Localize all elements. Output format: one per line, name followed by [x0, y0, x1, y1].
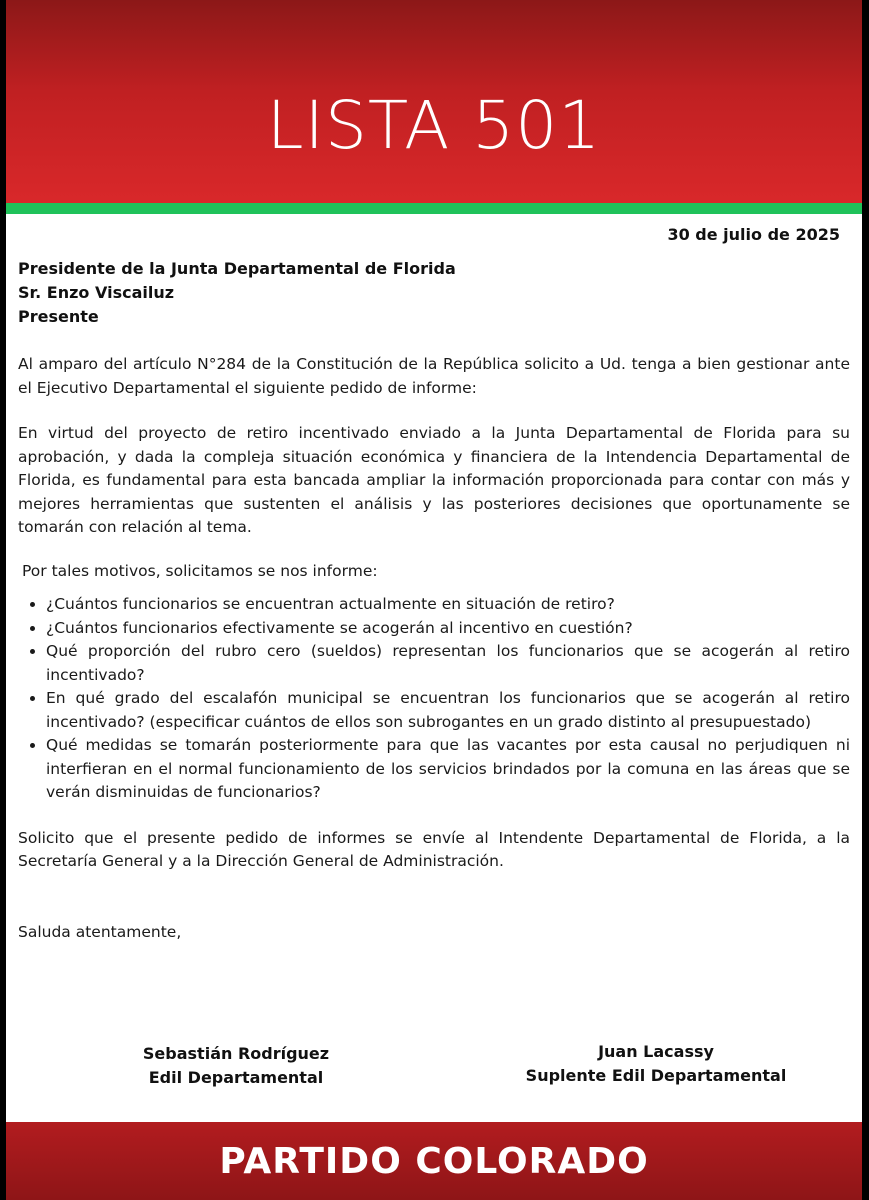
closing-salutation: Saluda atentamente,: [18, 922, 182, 941]
header-title: LISTA 501: [266, 87, 602, 164]
footer-banner: [6, 1122, 862, 1200]
document-date: 30 de julio de 2025: [667, 225, 840, 244]
recipient-block: [18, 257, 456, 329]
green-stripe: [6, 203, 862, 214]
footer-title: PARTIDO COLORADO: [219, 1140, 649, 1182]
question-item: • ¿Cuántos funcionarios se encuentran actualmente en situación de retiro?: [46, 593, 850, 617]
document-page: [6, 0, 862, 1200]
intro-paragraph: Al amparo del artículo N°284 de la Constitución de la República solicito a Ud. tenga a bien gestionar ante el Ejecutivo Departamental el siguiente pedido de informe:: [18, 355, 850, 397]
signer-name: Juan Lacassy: [598, 1042, 714, 1061]
signature-left: [101, 1042, 371, 1090]
signature-right: [506, 1040, 806, 1088]
question-item: • Qué medidas se tomarán posteriormente para que las vacantes por esta causal no perjudiquen ni interfieran en el normal funcionamiento de los servicios brindados por la comuna en las áreas que se verán disminuidas de funcionarios?: [46, 734, 850, 805]
question-item: • ¿Cuántos funcionarios efectivamente se acogerán al incentivo en cuestión?: [46, 617, 850, 641]
signer-name: Sebastián Rodríguez: [142, 1044, 330, 1063]
question-item: • Qué proporción del rubro cero (sueldos) representan los funcionarios que se acogerán al retiro incentivado?: [46, 640, 850, 687]
request-paragraph: Por tales motivos, solicitamos se nos informe:: [22, 561, 378, 580]
context-paragraph: En virtud del proyecto de retiro incentivado enviado a la Junta Departamental de Florida para su aprobación, y dada la compleja situación económica y financiera de la Intendencia Departamental de Florida, es fundamental para esta bancada ampliar la información proporcionada para contar con más y mejores herramientas que sustenten el análisis y las posteriores decisiones que oportunamente se tomarán con relación al tema.: [18, 424, 850, 536]
signer-role: Suplente Edil Departamental: [525, 1066, 787, 1085]
forwarding-paragraph: Solicito que el presente pedido de informes se envíe al Intendente Departamental de Florida, a la Secretaría General y a la Dirección General de Administración.: [18, 828, 850, 870]
question-item: • En qué grado del escalafón municipal se encuentran los funcionarios que se acogerán al retiro incentivado? (especificar cuántos de ellos son subrogantes en un grado distinto al presupuestado): [46, 687, 850, 734]
signer-role: Edil Departamental: [148, 1068, 324, 1087]
questions-list: [18, 593, 850, 805]
recipient-name: Sr. Enzo Viscailuz: [18, 283, 175, 302]
letter-body: [18, 353, 850, 944]
header-banner: [6, 0, 862, 203]
recipient-title: Presidente de la Junta Departamental de Florida: [18, 259, 456, 278]
recipient-greeting: Presente: [18, 307, 99, 326]
